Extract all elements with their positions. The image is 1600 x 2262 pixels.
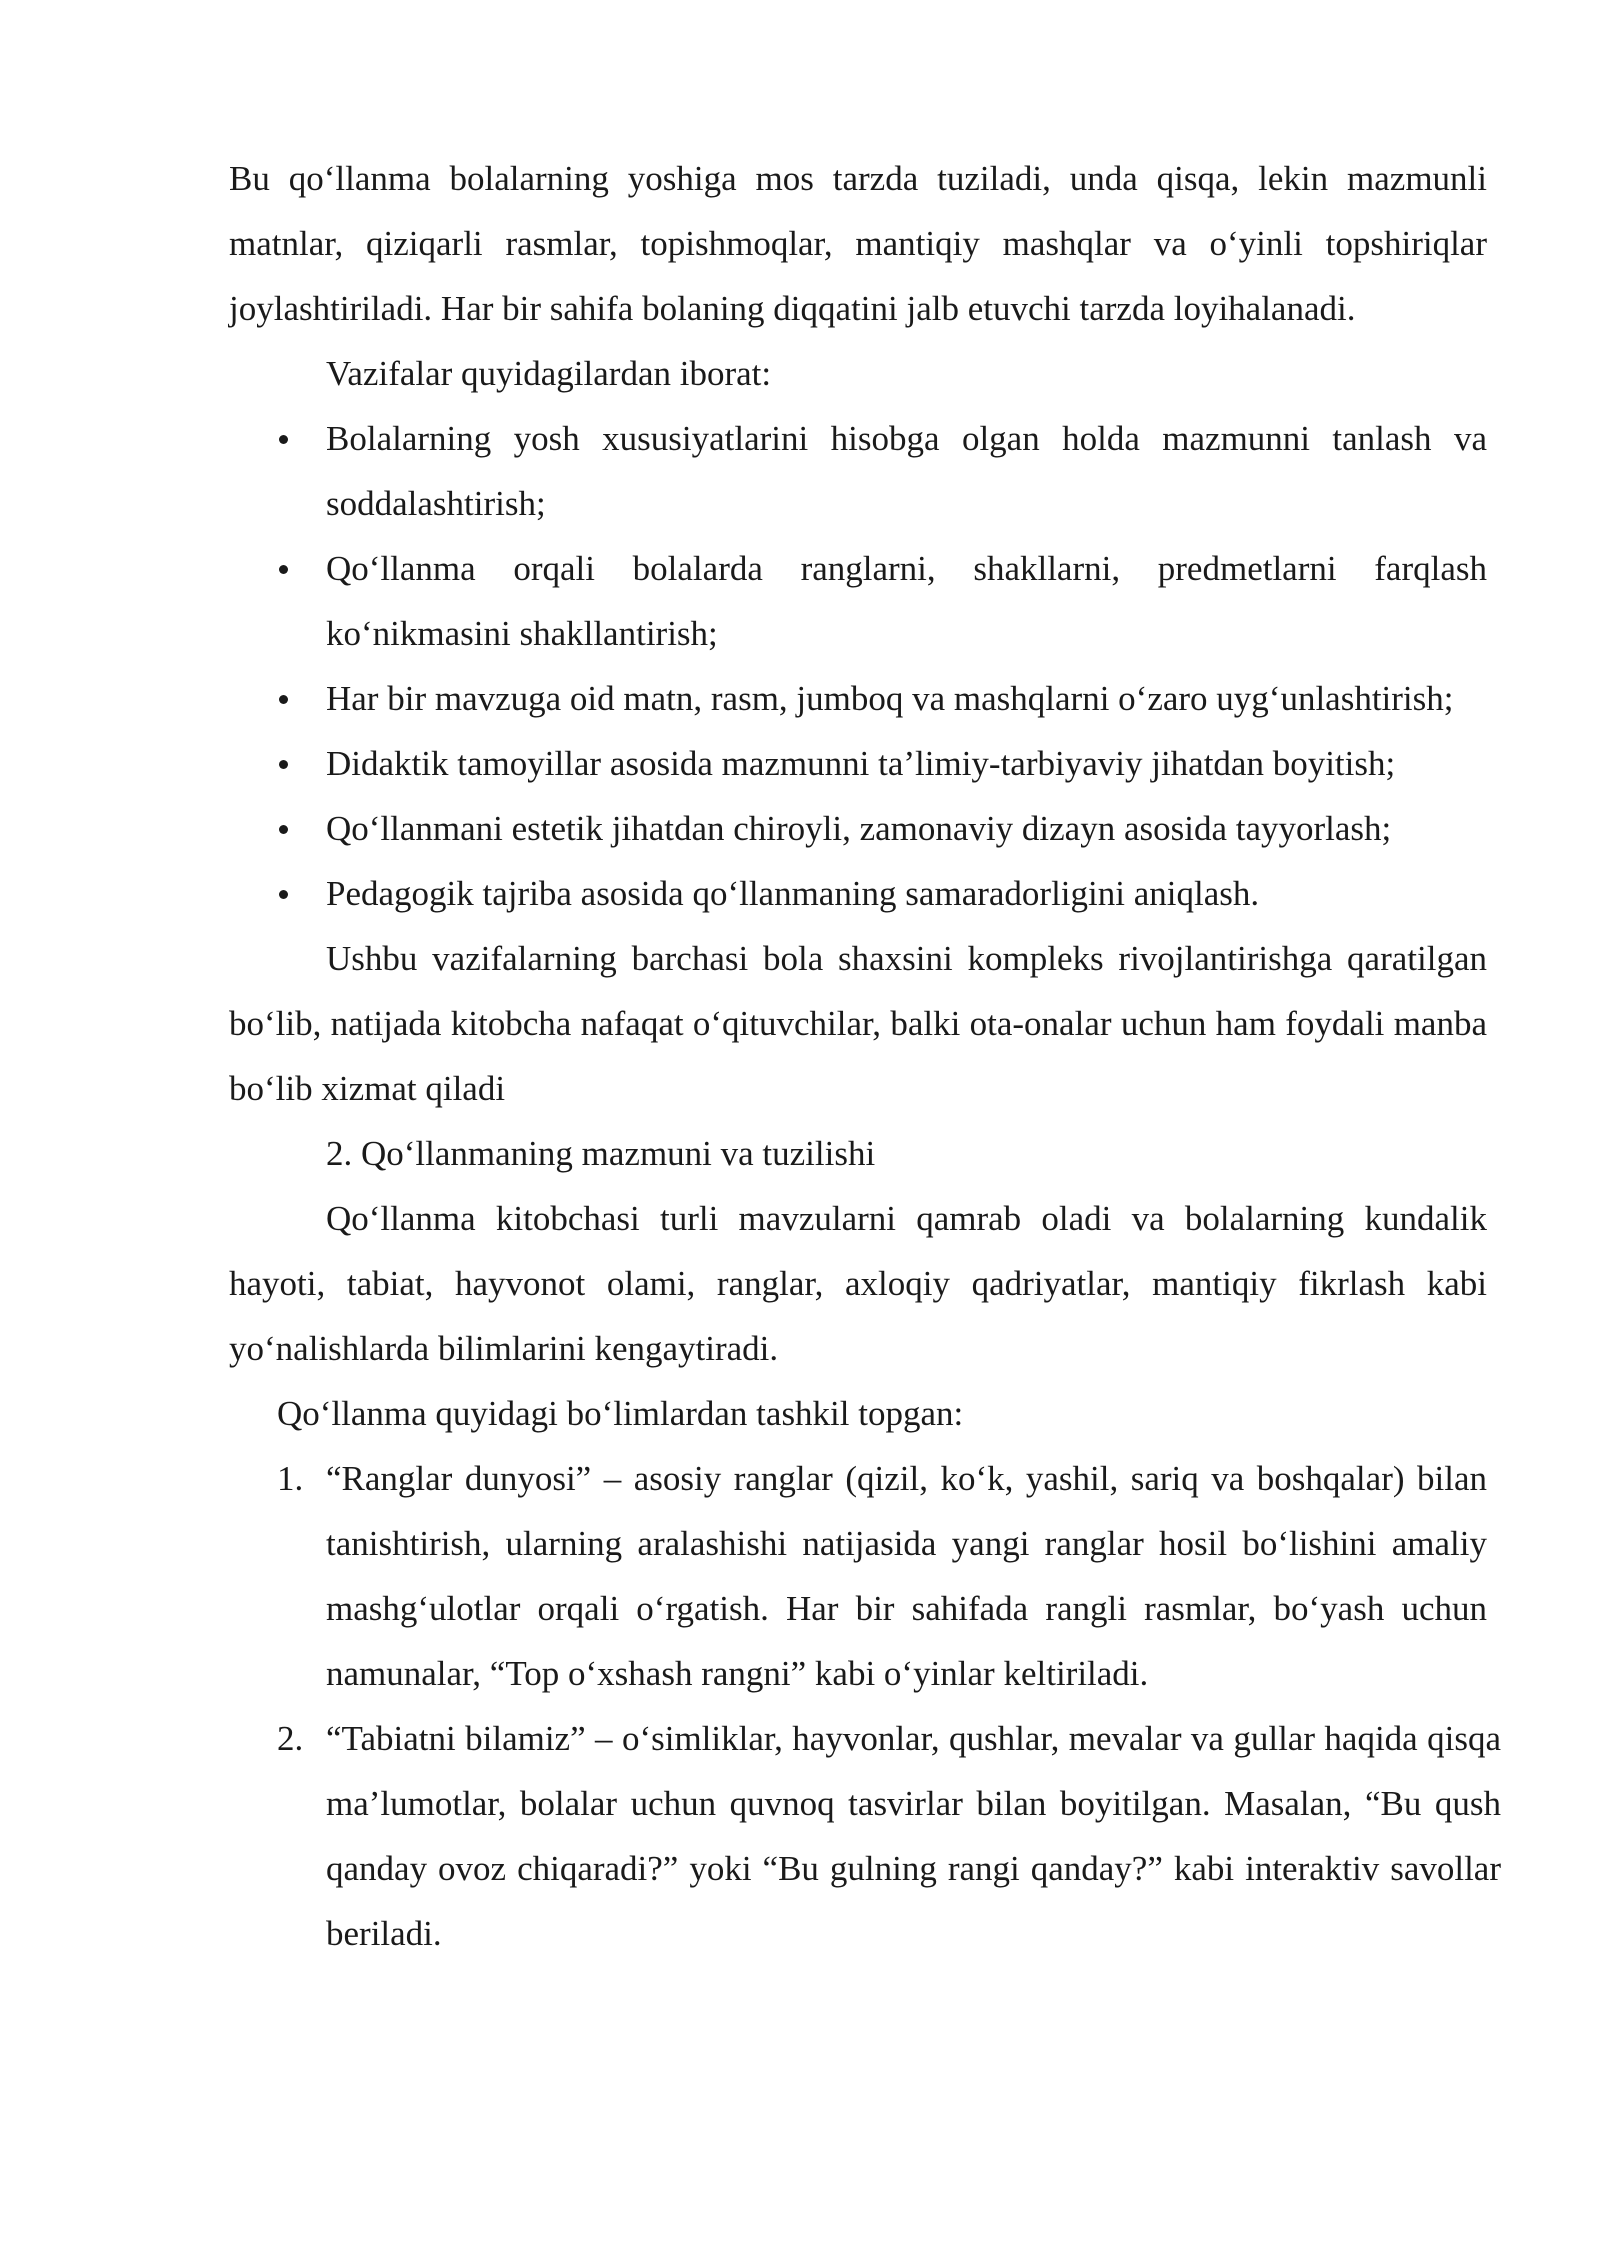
list-item-text: Bolalarning yosh xususiyatlarini hisobga olgan holda mazmunni tanlash va soddalashtirish;	[326, 419, 1487, 523]
list-item-text: Qo‘llanmani estetik jihatdan chiroyli, zamonaviy dizayn asosida tayyorlash;	[326, 809, 1392, 848]
list-item	[229, 1446, 1487, 1706]
bullet-icon	[279, 890, 288, 899]
sections-intro: Qo‘llanma quyidagi bo‘limlardan tashkil topgan:	[277, 1394, 964, 1433]
list-item	[229, 666, 1487, 731]
sections-list	[229, 1446, 1501, 1966]
list-item-text: “Ranglar dunyosi” – asosiy ranglar (qizil, ko‘k, yashil, sariq va boshqalar) bilan tanishtirish, ularning aralashishi natijasida yangi ranglar hosil bo‘lishini amaliy mashg‘ulotlar orqali o‘rgatish. Har bir sahifada rangli rasmlar, bo‘yash uchun namunalar, “Top o‘xshash rangni” kabi o‘yinlar keltiriladi.	[326, 1459, 1487, 1693]
content-paragraph: Qo‘llanma kitobchasi turli mavzularni qamrab oladi va bolalarning kundalik hayoti, tabiat, hayvonot olami, ranglar, axloqiy qadriyatlar, mantiqiy fikrlash kabi yo‘nalishlarda bilimlarini kengaytiradi.	[229, 1199, 1487, 1368]
bullet-icon	[279, 565, 288, 574]
list-item	[229, 406, 1487, 536]
document-page	[229, 146, 1501, 1966]
list-item	[229, 861, 1487, 926]
bullet-icon	[279, 695, 288, 704]
list-item	[229, 796, 1487, 861]
list-item-text: Didaktik tamoyillar asosida mazmunni ta’limiy-tarbiyaviy jihatdan boyitish;	[326, 744, 1396, 783]
intro-paragraph: Bu qo‘llanma bolalarning yoshiga mos tarzda tuziladi, unda qisqa, lekin mazmunli matnlar, qiziqarli rasmlar, topishmoqlar, mantiqiy mashqlar va o‘yinli topshiriqlar joylashtiriladi. Har bir sahifa bolaning diqqatini jalb etuvchi tarzda loyihalanadi.	[229, 159, 1487, 328]
list-number: 2.	[277, 1719, 304, 1758]
bullet-icon	[279, 435, 288, 444]
section-heading: 2. Qo‘llanmaning mazmuni va tuzilishi	[326, 1134, 876, 1173]
bullet-icon	[279, 825, 288, 834]
list-item-text: “Tabiatni bilamiz” – o‘simliklar, hayvonlar, qushlar, mevalar va gullar haqida qisqa ma’lumotlar, bolalar uchun quvnoq tasvirlar bilan boyitilgan. Masalan, “Bu qush qanday ovoz chiqaradi?” yoki “Bu gulning rangi qanday?” kabi interaktiv savollar beriladi.	[326, 1719, 1501, 1953]
bullet-icon	[279, 760, 288, 769]
summary-paragraph: Ushbu vazifalarning barchasi bola shaxsini kompleks rivojlantirishga qaratilgan bo‘lib, natijada kitobcha nafaqat o‘qituvchilar, balki ota-onalar uchun ham foydali manba bo‘lib xizmat qiladi	[229, 939, 1487, 1108]
list-item	[229, 1706, 1501, 1966]
tasks-list	[229, 406, 1487, 926]
list-item-text: Qo‘llanma orqali bolalarda ranglarni, shakllarni, predmetlarni farqlash ko‘nikmasini shakllantirish;	[326, 549, 1487, 653]
list-item-text: Har bir mavzuga oid matn, rasm, jumboq va mashqlarni o‘zaro uyg‘unlashtirish;	[326, 679, 1454, 718]
list-item	[229, 731, 1487, 796]
tasks-heading: Vazifalar quyidagilardan iborat:	[326, 354, 772, 393]
list-item-text: Pedagogik tajriba asosida qo‘llanmaning samaradorligini aniqlash.	[326, 874, 1260, 913]
list-item	[229, 536, 1487, 666]
list-number: 1.	[277, 1459, 304, 1498]
